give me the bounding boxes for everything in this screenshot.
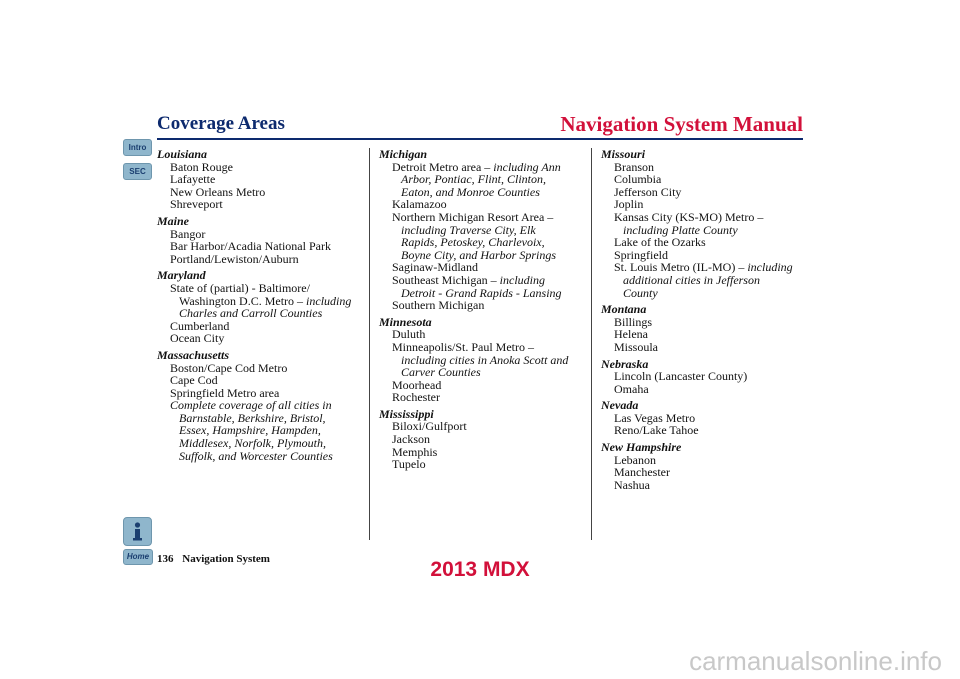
entry-text: Saginaw-Midland <box>392 260 478 275</box>
entry-text: Memphis <box>392 444 438 459</box>
coverage-entry <box>379 391 584 404</box>
page-number: 136 <box>157 553 174 565</box>
entry-text: including Traverse City, Elk <box>401 222 536 237</box>
entry-text: Bangor <box>170 226 206 241</box>
coverage-entry <box>157 198 362 211</box>
entry-text: Helena <box>614 327 648 342</box>
entry-text: Shreveport <box>170 197 223 212</box>
entry-text: Carver Counties <box>401 365 481 380</box>
entry-text: Cumberland <box>170 318 230 333</box>
coverage-entry <box>601 479 806 492</box>
entry-text: Springfield <box>614 247 668 262</box>
entry-text: Lincoln (Lancaster County) <box>614 369 748 384</box>
entry-text: Billings <box>614 314 653 329</box>
entry-text: New Orleans Metro <box>170 184 266 199</box>
footer-section-label: Navigation System <box>182 553 270 565</box>
state-heading: Nevada <box>601 398 639 413</box>
info-glyph <box>124 518 151 545</box>
model-watermark: 2013 MDX <box>430 558 530 581</box>
entry-text: Manchester <box>614 465 670 480</box>
coverage-entry <box>601 341 806 354</box>
entry-text: Reno/Lake Tahoe <box>614 423 699 438</box>
sec-tab-button[interactable]: SEC <box>123 163 152 180</box>
manual-title: Navigation System Manual <box>560 112 803 136</box>
state-heading: Montana <box>601 302 647 317</box>
entry-text: State of (partial) - Baltimore/ <box>170 280 310 295</box>
entry-text: St. Louis Metro (IL-MO) – <box>614 260 748 275</box>
coverage-column-3 <box>601 148 806 491</box>
home-button[interactable]: Home <box>123 549 153 565</box>
column-divider <box>591 148 592 540</box>
entry-text: Boyne City, and Harbor Springs <box>401 247 556 262</box>
state-heading: Maine <box>157 213 190 228</box>
entry-text: Rochester <box>392 390 440 405</box>
coverage-entry <box>379 299 584 312</box>
entry-text: Detroit - Grand Rapids - Lansing <box>401 285 562 300</box>
coverage-entry <box>157 253 362 266</box>
entry-text: Cape Cod <box>170 373 218 388</box>
state-heading: Michigan <box>379 147 428 161</box>
entry-text: Ocean City <box>170 331 225 346</box>
coverage-entry <box>157 450 362 463</box>
entry-text: Essex, Hampshire, Hampden, <box>179 423 321 438</box>
state-heading: Massachusetts <box>157 347 230 362</box>
entry-text: Eaton, and Monroe Counties <box>401 184 540 199</box>
entry-text: County <box>623 285 658 300</box>
entry-text: Jackson <box>392 432 430 447</box>
entry-text: Moorhead <box>392 377 442 392</box>
coverage-column-2 <box>379 148 584 471</box>
entry-text: Lebanon <box>614 452 656 467</box>
entry-text: Jefferson City <box>614 184 682 199</box>
entry-text: Biloxi/Gulfport <box>392 419 467 434</box>
coverage-column-1 <box>157 148 362 462</box>
state-heading: Maryland <box>157 268 206 283</box>
entry-text: Washington D.C. Metro – <box>179 293 307 308</box>
state-heading: Minnesota <box>379 314 432 329</box>
intro-tab-button[interactable]: Intro <box>123 139 152 156</box>
entry-text: Missoula <box>614 339 659 354</box>
entry-text: Kansas City (KS-MO) Metro – <box>614 209 764 224</box>
site-watermark: carmanualsonline.info <box>689 646 942 676</box>
entry-note: including <box>306 293 352 308</box>
entry-text: Northern Michigan Resort Area – <box>392 209 554 224</box>
state-heading: Mississippi <box>379 406 434 421</box>
entry-text: Springfield Metro area <box>170 385 280 400</box>
entry-text: Boston/Cape Cod Metro <box>170 360 288 375</box>
entry-text: Portland/Lewiston/Auburn <box>170 251 299 266</box>
info-icon[interactable] <box>123 517 152 546</box>
entry-text: Nashua <box>614 477 650 492</box>
entry-text: including Platte County <box>623 222 738 237</box>
entry-note: including Ann <box>493 159 561 174</box>
entry-text: Omaha <box>614 381 649 396</box>
entry-text: Joplin <box>614 197 644 212</box>
entry-text: Rapids, Petoskey, Charlevoix, <box>401 235 545 250</box>
column-divider <box>369 148 370 540</box>
entry-text: Southern Michigan <box>392 298 485 313</box>
state-heading: Nebraska <box>601 356 649 371</box>
entry-text: Arbor, Pontiac, Flint, Clinton, <box>401 172 547 187</box>
entry-text: Detroit Metro area – <box>392 159 494 174</box>
entry-text: Las Vegas Metro <box>614 410 696 425</box>
entry-note: including <box>747 260 793 275</box>
header-divider <box>157 138 803 140</box>
entry-text: additional cities in Jefferson <box>623 272 760 287</box>
entry-text: Middlesex, Norfolk, Plymouth, <box>179 436 326 451</box>
state-heading: Missouri <box>601 147 646 161</box>
entry-text: including cities in Anoka Scott and <box>401 352 569 367</box>
page-section-title: Coverage Areas <box>157 113 285 134</box>
entry-text: Lake of the Ozarks <box>614 235 706 250</box>
coverage-entry <box>379 458 584 471</box>
coverage-entry <box>601 424 806 437</box>
coverage-entry <box>157 332 362 345</box>
entry-text: Columbia <box>614 172 662 187</box>
entry-text: Kalamazoo <box>392 197 447 212</box>
entry-text: Lafayette <box>170 172 216 187</box>
entry-text: Duluth <box>392 327 426 342</box>
entry-text: Barnstable, Berkshire, Bristol, <box>179 410 326 425</box>
entry-note: Complete coverage of all cities in <box>170 398 332 413</box>
entry-text: Suffolk, and Worcester Counties <box>179 448 333 463</box>
entry-text: Bar Harbor/Acadia National Park <box>170 239 331 254</box>
entry-note: including <box>499 272 545 287</box>
entry-text: Branson <box>614 159 654 174</box>
entry-text: Tupelo <box>392 457 426 472</box>
coverage-entry <box>601 287 806 300</box>
entry-text: Charles and Carroll Counties <box>179 306 323 321</box>
state-heading: New Hampshire <box>601 440 682 455</box>
entry-text: Southeast Michigan – <box>392 272 500 287</box>
entry-text: Minneapolis/St. Paul Metro – <box>392 339 534 354</box>
state-heading: Louisiana <box>157 147 208 161</box>
coverage-entry <box>601 383 806 396</box>
entry-text: Baton Rouge <box>170 159 233 174</box>
